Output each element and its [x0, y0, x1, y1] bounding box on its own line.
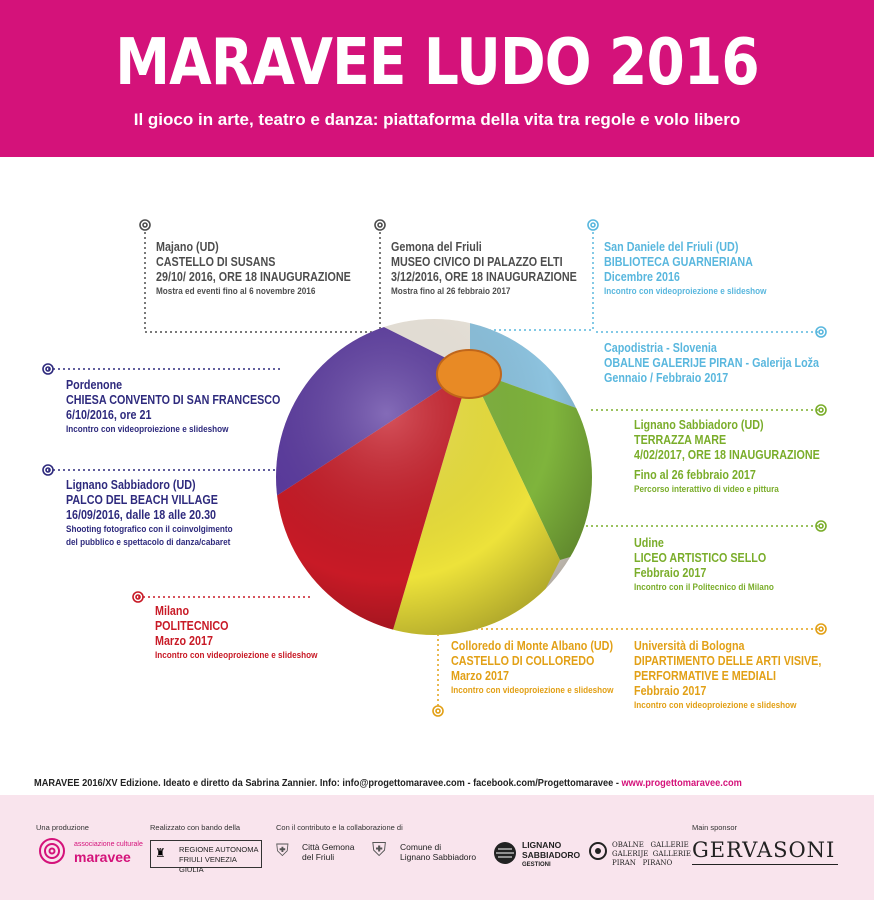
venue-udine	[634, 536, 797, 594]
beach-ball-illustration	[270, 310, 610, 645]
venue-capodistria	[604, 341, 854, 386]
venue-date: Febbraio 2017	[634, 684, 707, 698]
venue-city: Lignano Sabbiadoro (UD)	[66, 478, 196, 492]
venue-date: 16/09/2016, dalle 18 alle 20.30	[66, 508, 217, 522]
regione-logo-text: REGIONE AUTONOMA FRIULI VENEZIA GIULIA	[179, 845, 259, 874]
maravee-spiral-icon	[36, 836, 72, 866]
venue-city: Milano	[155, 604, 190, 618]
venue-city: San Daniele del Friuli (UD)	[604, 240, 739, 254]
venue-milano	[155, 604, 344, 662]
obalne-logo: OBALNE GALLERIE GALERIJE GALLERIE PIRAN PIRANO	[612, 841, 692, 867]
caption-sponsor: Main sponsor	[692, 823, 738, 832]
credit-line	[34, 777, 742, 789]
venue-bologna	[634, 639, 852, 712]
caption-bando: Realizzato con bando della	[150, 823, 241, 832]
venue-sandaniele	[604, 240, 793, 298]
venue-place: BIBLIOTECA GUARNERIANA	[604, 255, 753, 269]
venue-note: Incontro con videoproiezione e slideshow	[634, 700, 797, 711]
venue-place: POLITECNICO	[155, 619, 229, 633]
ball-valve	[437, 350, 501, 398]
maravee-logo-text: maravee	[74, 849, 131, 865]
website-link[interactable]: www.progettomaravee.com	[621, 777, 742, 789]
venue-place: TERRAZZA MARE	[634, 433, 727, 447]
eagle-icon: ♜	[155, 846, 166, 860]
venue-note: del pubblico e spettacolo di danza/cabaret	[66, 537, 231, 548]
page-title: MARAVEE LUDO 2016	[115, 26, 759, 100]
venue-city: Università di Bologna	[634, 639, 745, 653]
caption-contributo: Con il contributo e la collaborazione di	[276, 823, 403, 832]
maravee-logo-small: associazione culturale	[74, 841, 143, 848]
venue-date: 4/02/2017, ORE 18 INAUGURAZIONE	[634, 448, 820, 462]
venue-place: DIPARTIMENTO DELLE ARTI VISIVE,	[634, 654, 822, 668]
venue-note: Percorso interattivo di video e pittura	[634, 484, 779, 495]
obalne-icon	[588, 841, 608, 861]
venue-place: PALCO DEL BEACH VILLAGE	[66, 493, 218, 507]
venue-date: Marzo 2017	[451, 669, 509, 683]
gemona-logo: Città Gemona del Friuli	[302, 842, 355, 862]
venue-pordenone	[66, 378, 315, 436]
venue-note: Incontro con il Politecnico di Milano	[634, 582, 774, 593]
regione-logo	[150, 840, 262, 874]
venue-note: Incontro con videoproiezione e slideshow	[451, 685, 614, 696]
spiral-icon	[588, 220, 598, 230]
venue-date: Marzo 2017	[155, 634, 213, 648]
spiral-icon	[375, 220, 385, 230]
credit-text: MARAVEE 2016/XV Edizione. Ideato e diretto da Sabrina Zannier. Info: info@progettomaravee.com - facebook.com/Progettomaravee -	[34, 777, 622, 789]
spiral-icon	[433, 706, 443, 716]
venue-date: 29/10/ 2016, ORE 18 INAUGURAZIONE	[156, 270, 351, 284]
venue-note: Mostra fino al 26 febbraio 2017	[391, 286, 511, 297]
venue-note: Incontro con videoproiezione e slideshow	[604, 286, 767, 297]
venue-city: Pordenone	[66, 378, 123, 392]
lignano-sun-icon	[492, 840, 520, 866]
venue-place: MUSEO CIVICO DI PALAZZO ELTI	[391, 255, 563, 269]
venue-note: Incontro con videoproiezione e slideshow	[155, 650, 318, 661]
venue-city: Majano (UD)	[156, 240, 219, 254]
lignano-comune-logo: Comune di Lignano Sabbiadoro	[400, 842, 477, 862]
venue-date: 6/10/2016, ore 21	[66, 408, 152, 422]
venue-date: Gennaio / Febbraio 2017	[604, 371, 729, 385]
venue-gemona	[391, 240, 607, 298]
venue-city: Lignano Sabbiadoro (UD)	[634, 418, 764, 432]
venue-city: Capodistria - Slovenia	[604, 341, 717, 355]
venue-note: Shooting fotografico con il coinvolgimento	[66, 524, 233, 535]
venue-place: LICEO ARTISTICO SELLO	[634, 551, 767, 565]
page-subtitle: Il gioco in arte, teatro e danza: piattaforma della vita tra regole e volo libero	[133, 110, 741, 129]
gervasoni-logo: GERVASONI	[692, 838, 836, 862]
venue-place: CHIESA CONVENTO DI SAN FRANCESCO	[66, 393, 281, 407]
lignano-gestioni-logo: LIGNANO SABBIADORO GESTIONI	[522, 840, 581, 868]
venue-place: PERFORMATIVE E MEDIALI	[634, 669, 776, 683]
gemona-crest-icon: ⛨	[276, 841, 289, 860]
lignano-crest-icon: ⛨	[372, 840, 387, 861]
venue-colloredo	[451, 639, 640, 697]
venue-city: Gemona del Friuli	[391, 240, 482, 254]
venue-city: Colloredo di Monte Albano (UD)	[451, 639, 614, 653]
venue-place: OBALNE GALERIJE PIRAN - Galerija Loža	[604, 356, 820, 370]
venue-note: Incontro con videoproiezione e slideshow	[66, 424, 229, 435]
venue-lignano-terrazza	[634, 418, 850, 496]
venue-place: CASTELLO DI SUSANS	[156, 255, 276, 269]
venue-lignano-beach	[66, 478, 260, 549]
venue-place: CASTELLO DI COLLOREDO	[451, 654, 595, 668]
venue-majano	[156, 240, 382, 298]
sponsor-underline	[692, 864, 838, 865]
caption-produzione: Una produzione	[36, 823, 89, 832]
spiral-icon	[140, 220, 150, 230]
venue-until: Fino al 26 febbraio 2017	[634, 468, 756, 482]
venue-date: Dicembre 2016	[604, 270, 680, 284]
venue-note: Mostra ed eventi fino al 6 novembre 2016	[156, 286, 316, 297]
venue-date: 3/12/2016, ORE 18 INAUGURAZIONE	[391, 270, 577, 284]
venue-date: Febbraio 2017	[634, 566, 707, 580]
venue-city: Udine	[634, 536, 664, 550]
maravee-logo	[74, 840, 143, 864]
